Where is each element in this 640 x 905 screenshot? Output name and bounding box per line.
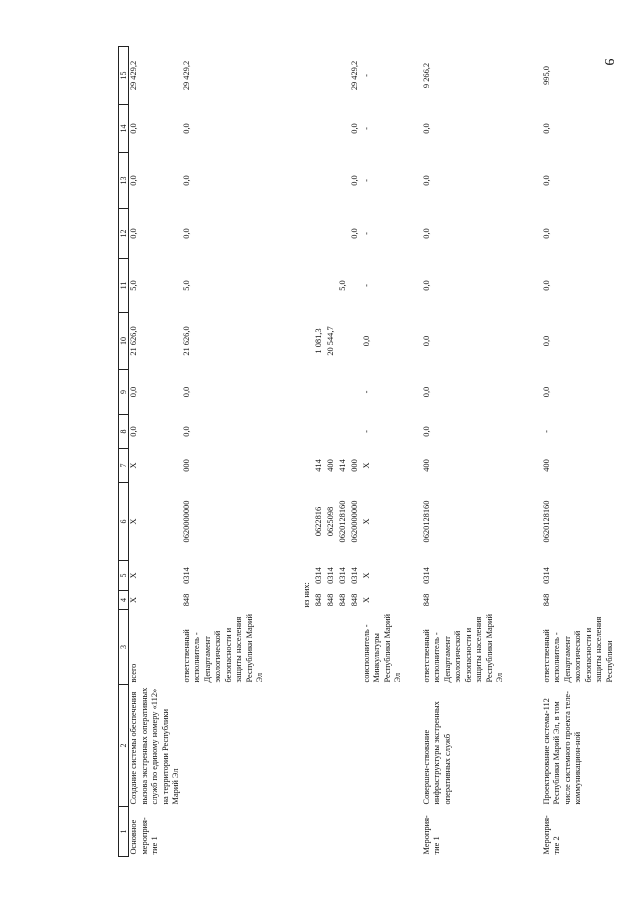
- table-cell-col-6: 0620128160: [421, 500, 431, 543]
- table-cell-col-2: Совершен-ствование инфраструктуры экстренных оперативных служб: [421, 701, 452, 805]
- table-cell-col-1: [338, 807, 350, 857]
- table-cell-col-2: [314, 685, 326, 807]
- table-cell-col-9: 0,0: [129, 386, 138, 398]
- table-cell-col-14: 0,0: [541, 123, 551, 134]
- table-cell-col-10: 1 081,3: [313, 328, 323, 354]
- table-cell-col-1: [326, 807, 338, 857]
- table-cell-col-7: 400: [541, 459, 551, 472]
- table-cell-col-2: [326, 685, 338, 807]
- table-cell-col-14: 0,0: [181, 123, 191, 134]
- table-cell-col-15: [338, 47, 350, 105]
- table-cell-col-4: 848: [181, 593, 191, 607]
- table-row: [338, 47, 350, 857]
- table-cell-col-6: 0625098: [325, 506, 335, 537]
- table-cell-col-5: 0314: [337, 567, 347, 584]
- header-cell: 1: [119, 807, 129, 857]
- table-cell-col-9: [302, 370, 314, 415]
- table-cell-col-4: X: [129, 596, 138, 604]
- table-cell-col-12: [302, 209, 314, 259]
- table-cell-col-1: [350, 807, 362, 857]
- table-cell-col-10: 21 626,0: [129, 326, 138, 356]
- table-cell-col-8: [338, 415, 350, 449]
- table-cell-col-8: [302, 415, 314, 449]
- table-cell-col-15: 995,0: [541, 66, 551, 85]
- table-cell-col-4: 848: [349, 593, 359, 607]
- table-cell-col-2: [362, 685, 422, 807]
- table-cell-col-4: 848: [421, 593, 431, 607]
- table-cell-col-2: [302, 685, 314, 807]
- table-cell-col-11: [326, 259, 338, 313]
- table-cell-col-15: [314, 47, 326, 105]
- table-cell-col-2: Создание системы обеспечения вызова экстренных оперативных служб по единому номеру «112» на территории Республики Марий Эл: [129, 687, 180, 805]
- table-cell-col-14: [326, 105, 338, 153]
- header-cell: 12: [119, 209, 129, 259]
- table-cell-col-12: 0,0: [541, 228, 551, 239]
- table-cell-col-4: 848: [325, 593, 335, 607]
- header-cell: 5: [119, 561, 129, 591]
- table-cell-col-5: X: [361, 572, 371, 579]
- table-cell-col-15: 9 266,2: [421, 62, 431, 89]
- table-cell-col-1: [182, 807, 302, 857]
- table-cell-col-7: 000: [181, 459, 191, 472]
- table-cell-col-13: 0,0: [421, 175, 431, 186]
- table-cell-col-1: [362, 807, 422, 857]
- header-cell: 8: [119, 415, 129, 449]
- table-cell-col-6: 0620128160: [337, 500, 347, 543]
- table-cell-col-7: 000: [349, 459, 359, 472]
- table-cell-col-9: [350, 370, 362, 415]
- header-cell: 4: [119, 591, 129, 610]
- table-cell-col-3: соисполнитель - Минкультуры Республики Марий Эл: [361, 614, 402, 683]
- header-cell: 13: [119, 153, 129, 209]
- table-cell-col-3: [350, 610, 362, 685]
- table-cell-col-15: 29 429,2: [349, 60, 359, 91]
- table-cell-col-9: [314, 370, 326, 415]
- table-cell-col-10: [338, 313, 350, 370]
- table-cell-col-5: 0314: [325, 567, 335, 584]
- table-cell-col-14: -: [361, 127, 371, 130]
- table-cell-col-7: X: [361, 462, 371, 469]
- table-cell-col-11: -: [361, 284, 371, 287]
- table-cell-col-9: 0,0: [421, 386, 431, 398]
- table-cell-col-4: 848: [337, 593, 347, 607]
- table-cell-col-5: 0314: [313, 567, 323, 584]
- table-cell-col-11: [314, 259, 326, 313]
- header-cell: 6: [119, 483, 129, 561]
- header-cell: 3: [119, 610, 129, 685]
- table-cell-col-6: X: [129, 518, 138, 525]
- table-cell-col-7: X: [129, 462, 138, 469]
- table-cell-col-7: 400: [325, 459, 335, 472]
- table-cell-col-15: 29 429,2: [129, 60, 138, 91]
- table-cell-col-13: [302, 153, 314, 209]
- table-cell-col-10: [302, 313, 314, 370]
- table-cell-col-10: 20 544,7: [325, 326, 335, 356]
- table-cell-col-4: 848: [541, 593, 551, 607]
- header-cell: 15: [119, 47, 129, 105]
- header-cell: 11: [119, 259, 129, 313]
- table-cell-col-3: всего: [129, 663, 138, 683]
- rotated-page-content: [118, 47, 630, 857]
- table-cell-col-13: 0,0: [349, 175, 359, 186]
- table-cell-col-8: -: [541, 430, 551, 433]
- table-cell-col-13: [338, 153, 350, 209]
- table-cell-col-7: [302, 449, 314, 483]
- table-cell-col-3: [338, 610, 350, 685]
- table-cell-col-11: 0,0: [541, 280, 551, 291]
- table-cell-col-12: 0,0: [181, 228, 191, 239]
- table-row: [362, 47, 422, 857]
- table-cell-col-14: [302, 105, 314, 153]
- table-cell-col-12: [326, 209, 338, 259]
- table-cell-col-5: 0314: [181, 567, 191, 584]
- table-cell-col-1: [314, 807, 326, 857]
- table-cell-col-7: 400: [421, 459, 431, 472]
- table-row: [302, 47, 314, 857]
- table-cell-col-3: ответственный исполнитель - Департамент экологической безопасности и защиты населения Республики Марий Эл: [181, 614, 264, 683]
- table-cell-col-4: из них:: [301, 582, 311, 608]
- table-cell-col-3: ответственный исполнитель - Департамент экологической безопасности и защиты населения Республики Марий Эл: [421, 614, 504, 683]
- table-cell-col-11: 0,0: [421, 280, 431, 291]
- table-cell-col-14: 0,0: [349, 123, 359, 134]
- table-cell-col-12: 0,0: [349, 228, 359, 239]
- table-cell-col-13: 0,0: [181, 175, 191, 186]
- header-cell: 10: [119, 313, 129, 370]
- table-cell-col-6: 0622816: [313, 506, 323, 537]
- table-cell-col-15: [326, 47, 338, 105]
- table-cell-col-14: 0,0: [129, 123, 138, 134]
- table-row: [326, 47, 338, 857]
- table-cell-col-3: [314, 610, 326, 685]
- table-cell-col-10: 0,0: [361, 335, 371, 347]
- table-cell-col-9: [326, 370, 338, 415]
- header-row: [119, 47, 129, 857]
- table-cell-col-10: 0,0: [541, 335, 551, 347]
- table-cell-col-10: 0,0: [421, 335, 431, 347]
- table-cell-col-6: 0620128160: [541, 500, 551, 543]
- table-cell-col-9: -: [361, 390, 371, 394]
- table-cell-col-5: 0314: [349, 567, 359, 584]
- header-cell: 7: [119, 449, 129, 483]
- table-cell-col-13: 0,0: [129, 175, 138, 186]
- table-cell-col-8: [326, 415, 338, 449]
- table-cell-col-11: 5,0: [337, 280, 347, 291]
- table-cell-col-13: -: [361, 179, 371, 182]
- table-cell-col-7: 414: [313, 459, 323, 472]
- table-cell-col-2: [350, 685, 362, 807]
- budget-table: [118, 46, 640, 857]
- table-cell-col-8: 0,0: [421, 426, 431, 437]
- table-cell-col-11: [302, 259, 314, 313]
- table-cell-col-9: [338, 370, 350, 415]
- table-cell-col-13: [314, 153, 326, 209]
- table-cell-col-12: [338, 209, 350, 259]
- table-cell-col-12: 0,0: [129, 228, 138, 239]
- table-cell-col-12: 0,0: [421, 228, 431, 239]
- table-row: [350, 47, 362, 857]
- table-cell-col-2: [182, 685, 302, 807]
- table-cell-col-10: [350, 313, 362, 370]
- table-cell-col-6: [302, 483, 314, 561]
- table-cell-col-5: X: [129, 572, 138, 579]
- table-cell-col-8: [314, 415, 326, 449]
- header-cell: 2: [119, 685, 129, 807]
- table-cell-col-11: [350, 259, 362, 313]
- table-cell-col-2: [338, 685, 350, 807]
- table-cell-col-14: 0,0: [421, 123, 431, 134]
- table-cell-col-13: 0,0: [541, 175, 551, 186]
- table-row: [314, 47, 326, 857]
- table-cell-col-11: 5,0: [181, 280, 191, 291]
- table-cell-col-8: 0,0: [129, 426, 138, 437]
- table-cell-col-6: X: [361, 518, 371, 525]
- table-cell-col-3: [302, 610, 314, 685]
- page-number: 9: [601, 58, 616, 66]
- table-cell-col-6: 0620000000: [181, 500, 191, 543]
- table-row: [422, 47, 542, 857]
- table-cell-col-13: [326, 153, 338, 209]
- table-cell-col-14: [314, 105, 326, 153]
- table-cell-col-4: 848: [313, 593, 323, 607]
- table-cell-col-10: 21 626,0: [181, 326, 191, 356]
- table-cell-col-15: -: [361, 74, 371, 77]
- table-cell-col-4: X: [361, 596, 371, 604]
- table-cell-col-1: [302, 807, 314, 857]
- table-cell-col-12: [314, 209, 326, 259]
- table-cell-col-3: [326, 610, 338, 685]
- table-row: [542, 47, 640, 857]
- table-cell-col-3: ответственный исполнитель - Департамент экологической безопасности и защиты населения Республики: [541, 616, 614, 683]
- table-cell-col-7: 414: [337, 459, 347, 472]
- table-cell-col-12: -: [361, 232, 371, 235]
- table-cell-col-5: 0314: [421, 567, 431, 584]
- table-cell-col-5: 0314: [541, 567, 551, 584]
- table-cell-col-15: 29 429,2: [181, 60, 191, 91]
- table-cell-col-6: 0620000000: [349, 500, 359, 543]
- table-cell-col-11: 5,0: [129, 280, 138, 291]
- table-cell-col-1: Основное мероприя-тие 1: [129, 817, 159, 855]
- table-row: [182, 47, 302, 857]
- table-cell-col-8: 0,0: [181, 426, 191, 437]
- table-cell-col-1: Мероприя-тие 2: [541, 815, 561, 855]
- table-cell-col-15: [302, 47, 314, 105]
- table-cell-col-2: Проектирование системы-112 Республики Марий Эл, в том числе системного проекта теле-коммуникацион-ной: [541, 691, 582, 805]
- header-cell: 14: [119, 105, 129, 153]
- table-cell-col-14: [338, 105, 350, 153]
- table-row: [129, 47, 182, 857]
- table-cell-col-1: Мероприя-тие 1: [421, 815, 441, 855]
- header-cell: 9: [119, 370, 129, 415]
- table-cell-col-8: [350, 415, 362, 449]
- table-cell-col-8: -: [361, 430, 371, 433]
- table-cell-col-9: 0,0: [181, 386, 191, 398]
- table-cell-col-9: 0,0: [541, 386, 551, 398]
